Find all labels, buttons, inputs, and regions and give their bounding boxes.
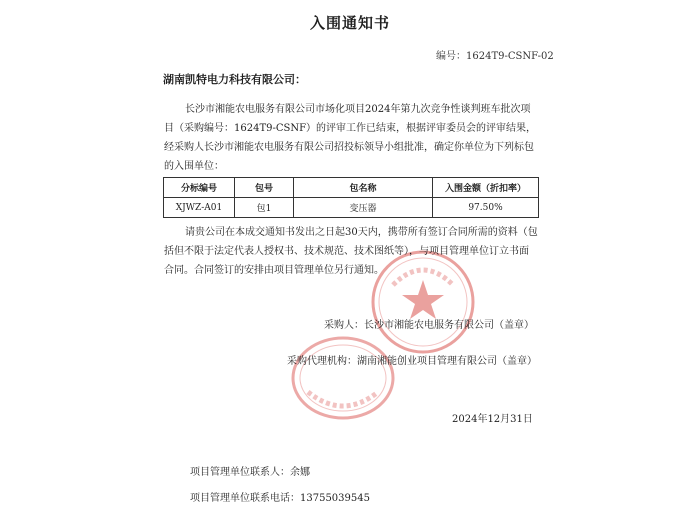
contact-phone: 项目管理单位联系电话：13755039545 bbox=[190, 493, 370, 504]
document-number: 编号：1624T9-CSNF-02 bbox=[436, 51, 554, 62]
agent-signature-line: 采购代理机构：湖南湘能创业项目管理有限公司（盖章） bbox=[287, 356, 537, 367]
award-table-header bbox=[164, 178, 539, 198]
notice-paragraph-2: 请贵公司在本成交通知书发出之日起30天内，携带所有签订合同所需的资料（包括但不限于法定代表人授权书、技术规范、技术图纸等），与项目管理单位订立书面合同。合同签订的安排由项目管理单位另行通知。 bbox=[164, 227, 538, 276]
table-row bbox=[164, 198, 539, 218]
cell-package-number: 包1 bbox=[235, 198, 294, 218]
contact-person: 项目管理单位联系人：余娜 bbox=[190, 467, 310, 478]
cell-lot-number: XJWZ-A01 bbox=[164, 198, 235, 218]
column-header-package-number: 包号 bbox=[235, 178, 294, 198]
agent-seal bbox=[288, 332, 398, 424]
purchaser-signature-line: 采购人：长沙市湘能农电服务有限公司（盖章） bbox=[324, 320, 534, 331]
column-header-lot-number: 分标编号 bbox=[164, 178, 235, 198]
document-title: 入围通知书 bbox=[309, 14, 390, 32]
column-header-package-name: 包名称 bbox=[294, 178, 433, 198]
addressee: 湖南凯特电力科技有限公司： bbox=[163, 73, 306, 86]
issue-date: 2024年12月31日 bbox=[452, 414, 533, 425]
cell-award-amount: 97.50% bbox=[433, 198, 539, 218]
cell-package-name: 变压器 bbox=[294, 198, 433, 218]
notice-paragraph-1: 长沙市湘能农电服务有限公司市场化项目2024年第九次竞争性谈判班车批次项目（采购编号：1624T9-CSNF）的评审工作已结束，根据评审委员会的评审结果，经采购人长沙市湘能农电服务有限公司招投标领导小组批准，确定你单位为下列标包的入围单位： bbox=[164, 104, 537, 172]
award-table bbox=[163, 177, 539, 218]
column-header-award-amount: 入围金额（折扣率） bbox=[433, 178, 539, 198]
